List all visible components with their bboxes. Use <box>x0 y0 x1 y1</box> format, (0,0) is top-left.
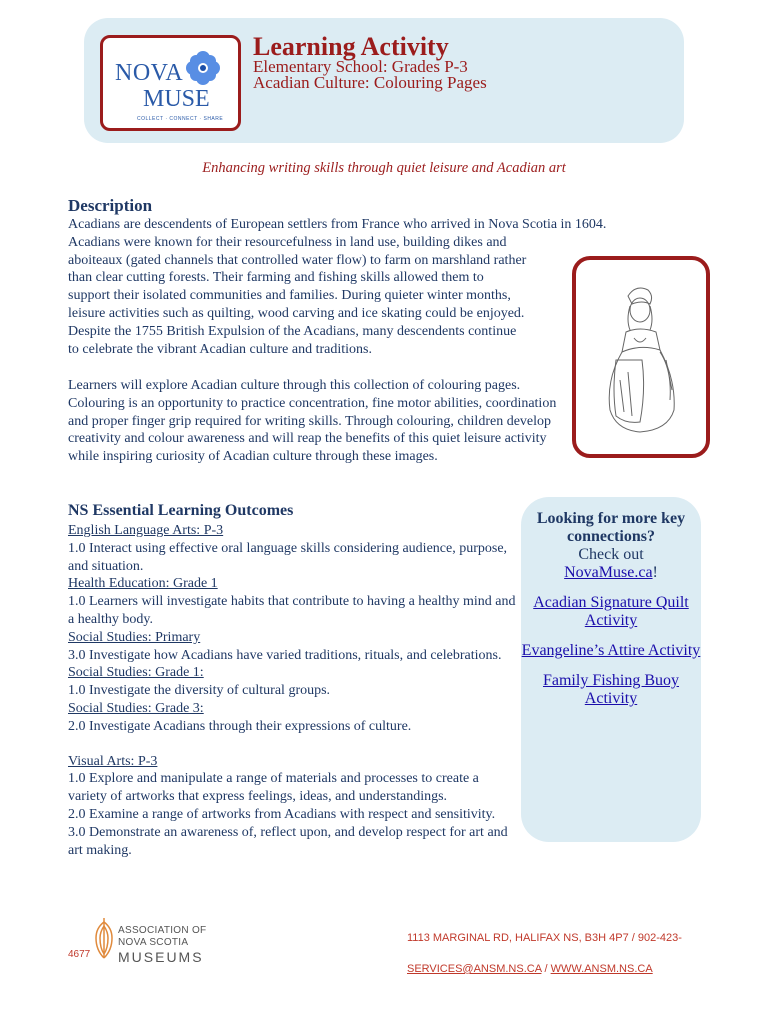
ansm-name-line1: ASSOCIATION OF <box>118 925 207 936</box>
topic-subtitle: Acadian Culture: Colouring Pages <box>253 73 487 92</box>
footer-contact <box>407 963 653 975</box>
description-heading: Description <box>68 196 153 215</box>
ansm-number: 4677 <box>68 949 91 960</box>
outcome-item: 2.0 Investigate Acadians through their expressions of culture. <box>68 718 412 734</box>
page-title: Learning Activity <box>253 32 449 61</box>
key-connections-heading: Looking for more key connections? <box>536 510 686 545</box>
flower-icon <box>185 50 221 86</box>
email-link[interactable]: SERVICES@ANSM.NS.CA <box>407 963 542 975</box>
outcome-subject-visual-arts[interactable]: Visual Arts: P-3 <box>68 753 158 769</box>
outcome-item: 1.0 Interact using effective oral language skills considering audience, purpose, and situation. <box>68 540 508 574</box>
description-line: Acadians were known for their resourcefulness in land use, building dikes and <box>68 234 507 250</box>
attire-activity-link[interactable]: Evangeline’s Attire Activity <box>521 642 701 659</box>
website-link[interactable]: WWW.ANSM.NS.CA <box>550 963 653 975</box>
description-paragraph-1 <box>68 216 658 358</box>
ansm-name-line2: NOVA SCOTIA <box>118 937 189 948</box>
quilt-activity-link[interactable]: Acadian Signature Quilt Activity <box>533 594 689 629</box>
outcome-subject-social-grade3[interactable]: Social Studies: Grade 3: <box>68 700 204 716</box>
activity-links <box>521 594 701 720</box>
acadian-girl-illustration <box>572 256 710 458</box>
outcome-item: 2.0 Examine a range of artworks from Acadians with respect and sensitivity. <box>68 806 496 822</box>
outcomes-list <box>68 522 518 859</box>
outcome-item: 3.0 Demonstrate an awareness of, reflect upon, and develop respect for art and art making. <box>68 824 508 858</box>
spacer <box>68 736 518 753</box>
outcome-subject-social-grade1[interactable]: Social Studies: Grade 1: <box>68 665 204 681</box>
outcomes-heading: NS Essential Learning Outcomes <box>68 502 294 519</box>
separator: / <box>541 963 551 975</box>
description-line: aboiteaux (gated channels that controlled water flow) to farm on marshland rather <box>68 252 527 268</box>
logo-text-muse: MUSE <box>143 86 210 112</box>
outcome-item: 1.0 Investigate the diversity of cultural groups. <box>68 683 331 699</box>
description-line: Despite the 1755 British Expulsion of the Acadians, many descendents continue <box>68 323 517 339</box>
outcome-item: 3.0 Investigate how Acadians have varied traditions, rituals, and celebrations. <box>68 647 502 663</box>
outcome-item: 1.0 Learners will investigate habits that contribute to having a healthy mind and a healthy body. <box>68 594 516 627</box>
description-line: leisure activities such as quilting, wood carving and ice skating could be enjoyed. <box>68 305 525 321</box>
ansm-emblem-icon <box>92 916 116 960</box>
description-line: than clear cutting forests. Their farming and fishing skills allowed them to <box>68 270 484 286</box>
novamuse-link[interactable]: NovaMuse.ca <box>564 564 653 581</box>
outcome-item: 1.0 Explore and manipulate a range of materials and processes to create a variety of artworks that express feelings, ideas, and understandings. <box>68 771 479 805</box>
description-line: Acadians are descendents of European settlers from France who arrived in Nova Scotia in 1604. <box>68 217 607 232</box>
acadian-girl-drawing <box>576 260 706 454</box>
tagline: Enhancing writing skills through quiet leisure and Acadian art <box>202 160 566 176</box>
outcome-subject-ela[interactable]: English Language Arts: P-3 <box>68 523 224 538</box>
logo-tagline: COLLECT · CONNECT · SHARE <box>137 116 224 122</box>
description-paragraph-2: Learners will explore Acadian culture through this collection of colouring pages. Colouring is an opportunity to practice concentration, fine motor abilities, coordination and proper finger grip required for writing skills. Through colouring, children develop creativity and colour awareness and will reap the benefits of this quiet leisure activity while inspiring curiosity of Acadian culture through these images. <box>68 378 557 465</box>
key-connections-panel <box>521 497 701 842</box>
footer-address: 1113 MARGINAL RD, HALIFAX NS, B3H 4P7 / 902-423- <box>407 932 682 944</box>
key-connections-text <box>521 510 701 582</box>
buoy-activity-link[interactable]: Family Fishing Buoy Activity <box>542 672 680 707</box>
outcome-subject-health[interactable]: Health Education: Grade 1 <box>68 576 218 592</box>
outcome-subject-social-primary[interactable]: Social Studies: Primary <box>68 629 201 645</box>
check-out-text: Check out <box>578 546 644 563</box>
logo-text-nova: NOVA <box>115 60 184 86</box>
description-line: support their isolated communities and families. During quieter winter months, <box>68 288 511 304</box>
novamuse-logo[interactable] <box>100 35 241 131</box>
description-line: to celebrate the vibrant Acadian culture and traditions. <box>68 341 372 357</box>
ansm-name-line3: MUSEUMS <box>118 949 204 965</box>
exclamation: ! <box>652 564 658 581</box>
grade-subtitle: Elementary School: Grades P-3 <box>253 57 468 76</box>
